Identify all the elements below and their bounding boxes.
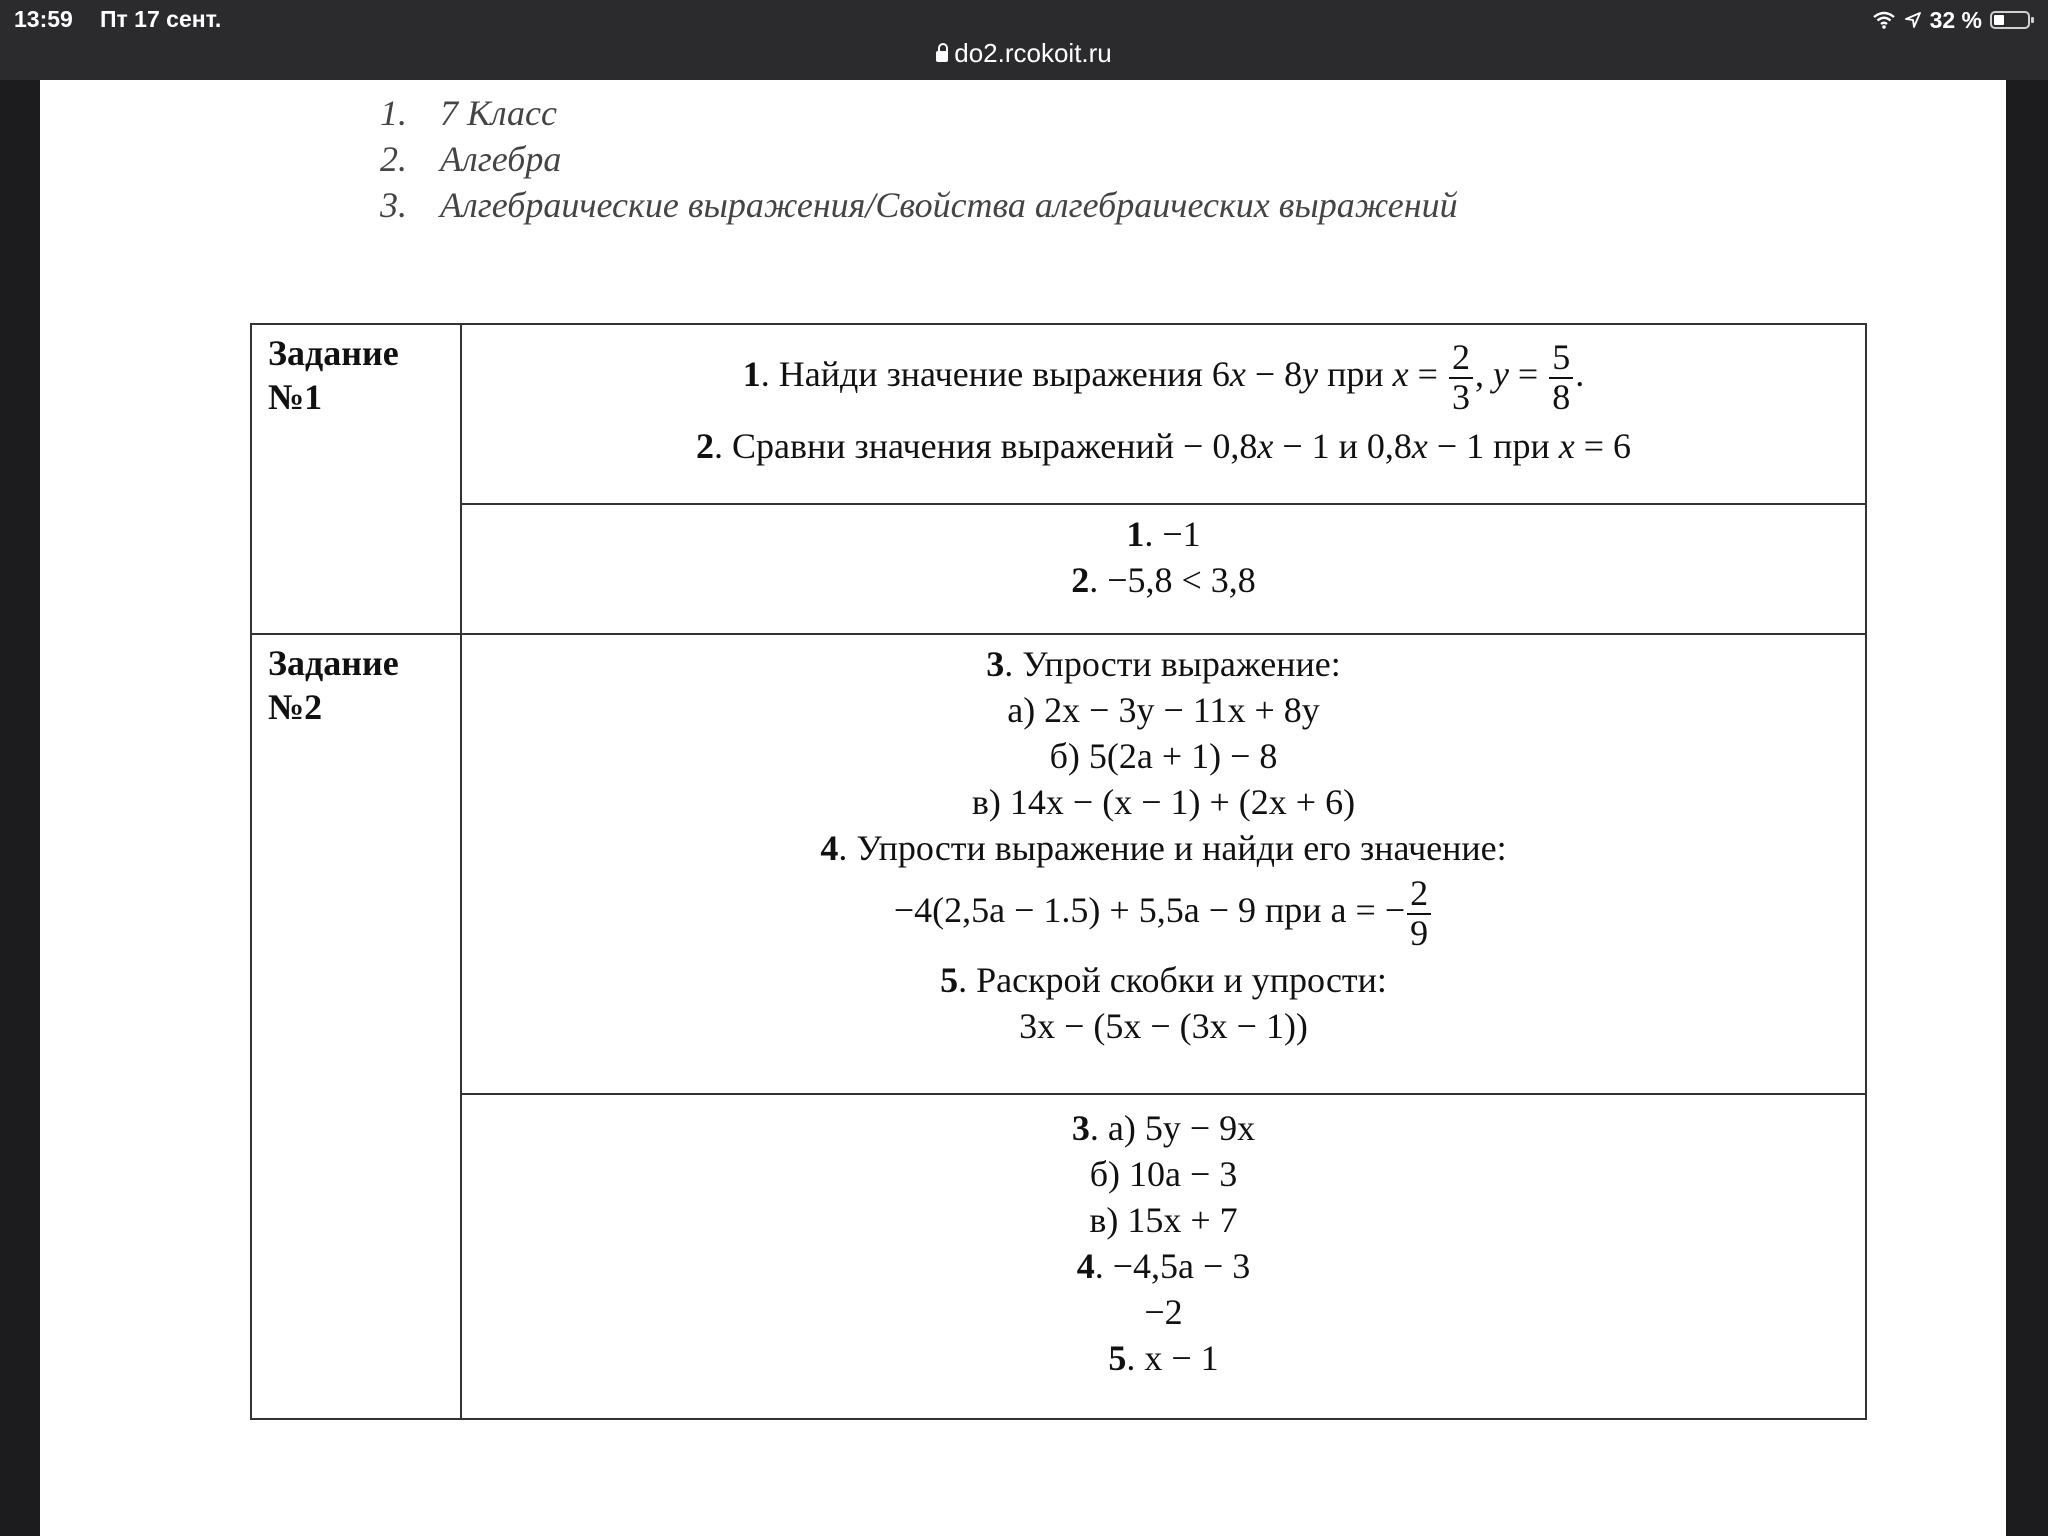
list-number: 1. (380, 93, 407, 133)
math-var: y (1492, 354, 1509, 395)
wifi-icon (1872, 11, 1896, 29)
task-label-line: Задание (268, 643, 399, 683)
fraction-numerator: 2 (1449, 339, 1473, 379)
answer-2 (462, 557, 1865, 603)
answer-3 (462, 1105, 1865, 1151)
topic-list (380, 90, 1458, 228)
question-5-expression: 3x − (5x − (3x − 1)) (1019, 1005, 1308, 1046)
status-date: Пт 17 сент. (100, 6, 222, 32)
question-2 (462, 423, 1865, 469)
question-number: 5 (940, 959, 959, 1000)
document-page (40, 80, 2006, 1536)
fraction (1549, 339, 1573, 417)
address-bar[interactable] (0, 38, 2048, 69)
task-questions (461, 634, 1866, 1094)
math-var: x (1257, 425, 1274, 466)
math-text: −4(2,5a − 1.5) + 5,5a − 9 при a = − (893, 890, 1406, 931)
task-label (251, 324, 461, 634)
list-number: 3. (380, 185, 407, 225)
question-1 (462, 339, 1865, 417)
math-text: = (1408, 354, 1447, 395)
question-text: . Сравни значения выражений − 0,8 (713, 425, 1258, 466)
question-number: 1 (742, 354, 761, 395)
status-indicators (1872, 5, 2030, 35)
question-4-expression (462, 875, 1865, 953)
answer-text: . а) 5y − 9x (1089, 1108, 1256, 1148)
status-time: 13:59 (14, 6, 73, 32)
question-text: . Раскрой скобки и упрости: (958, 959, 1387, 1000)
battery-percent: 32 % (1929, 6, 1982, 33)
list-item (380, 90, 1458, 136)
math-text: , (1474, 354, 1493, 395)
math-text: − 1 при (1427, 425, 1559, 466)
question-text: . Упрости выражение и найди его значение: (838, 828, 1507, 868)
math-text: − 1 и 0,8 (1273, 425, 1412, 466)
ios-status-bar (0, 0, 2048, 80)
answer-number: 5 (1108, 1338, 1127, 1378)
task-label-line: Задание (268, 333, 399, 373)
location-arrow-icon (1904, 11, 1922, 29)
list-text: Алгебра (440, 139, 562, 179)
answer-number: 2 (1071, 560, 1090, 600)
answer-text: . −5,8 < 3,8 (1089, 560, 1256, 600)
math-text: при (1318, 354, 1393, 395)
url-text: do2.rcokoit.ru (954, 38, 1112, 68)
math-var: x (1411, 425, 1428, 466)
math-text: . (1575, 354, 1585, 395)
math-text: = 6 (1574, 425, 1632, 466)
tasks-table (250, 323, 1867, 1420)
fraction (1449, 339, 1473, 417)
question-3a: а) 2x − 3y − 11x + 8y (1007, 690, 1320, 730)
math-var: y (1302, 354, 1319, 395)
question-4 (462, 825, 1865, 871)
math-text: − 8 (1245, 354, 1303, 395)
answer-text: . −4,5a − 3 (1094, 1246, 1251, 1286)
answer-3b: б) 10a − 3 (1089, 1154, 1238, 1194)
fraction-denominator: 3 (1451, 376, 1470, 417)
question-3 (462, 641, 1865, 687)
list-item (380, 136, 1458, 182)
math-var: x (1229, 354, 1246, 395)
list-item (380, 182, 1458, 228)
answer-3c: в) 15x + 7 (1089, 1200, 1238, 1240)
list-text: Алгебраические выражения/Свойства алгебраических выражений (440, 185, 1458, 225)
battery-icon (1990, 11, 2030, 29)
table-row (251, 504, 1866, 634)
list-text: 7 Класс (440, 93, 557, 133)
task-answers (461, 1094, 1866, 1419)
question-text: . Упрости выражение: (1004, 644, 1341, 684)
task-label (251, 634, 461, 1419)
math-var: x (1558, 425, 1575, 466)
answer-text: . x − 1 (1126, 1338, 1219, 1378)
lock-icon (936, 51, 948, 62)
math-text: = (1508, 354, 1548, 395)
question-number: 2 (695, 425, 714, 466)
table-row (251, 634, 1866, 1094)
math-var: x (1392, 354, 1409, 395)
question-3c: в) 14x − (x − 1) + (2x + 6) (971, 782, 1356, 822)
answer-number: 4 (1076, 1246, 1095, 1286)
list-number: 2. (380, 139, 407, 179)
table-row (251, 324, 1866, 504)
answer-5 (462, 1335, 1865, 1381)
question-text: . Найди значение выражения 6 (760, 354, 1230, 395)
fraction-denominator: 9 (1410, 912, 1429, 953)
question-3b: б) 5(2a + 1) − 8 (1049, 736, 1278, 776)
task-questions (461, 324, 1866, 504)
fraction (1407, 875, 1431, 953)
answer-4-value: −2 (1144, 1292, 1183, 1332)
answer-text: . −1 (1144, 514, 1201, 554)
fraction-numerator: 5 (1549, 339, 1573, 379)
question-number: 4 (820, 828, 839, 868)
answer-1 (462, 511, 1865, 557)
question-number: 3 (986, 644, 1005, 684)
table-row (251, 1094, 1866, 1419)
answer-number: 3 (1071, 1108, 1090, 1148)
task-label-number: №1 (268, 377, 323, 417)
fraction-denominator: 8 (1552, 376, 1571, 417)
task-label-number: №2 (268, 687, 323, 727)
fraction-numerator: 2 (1407, 875, 1431, 915)
answer-4 (462, 1243, 1865, 1289)
question-5 (462, 957, 1865, 1003)
task-answers (461, 504, 1866, 634)
answer-number: 1 (1126, 514, 1145, 554)
